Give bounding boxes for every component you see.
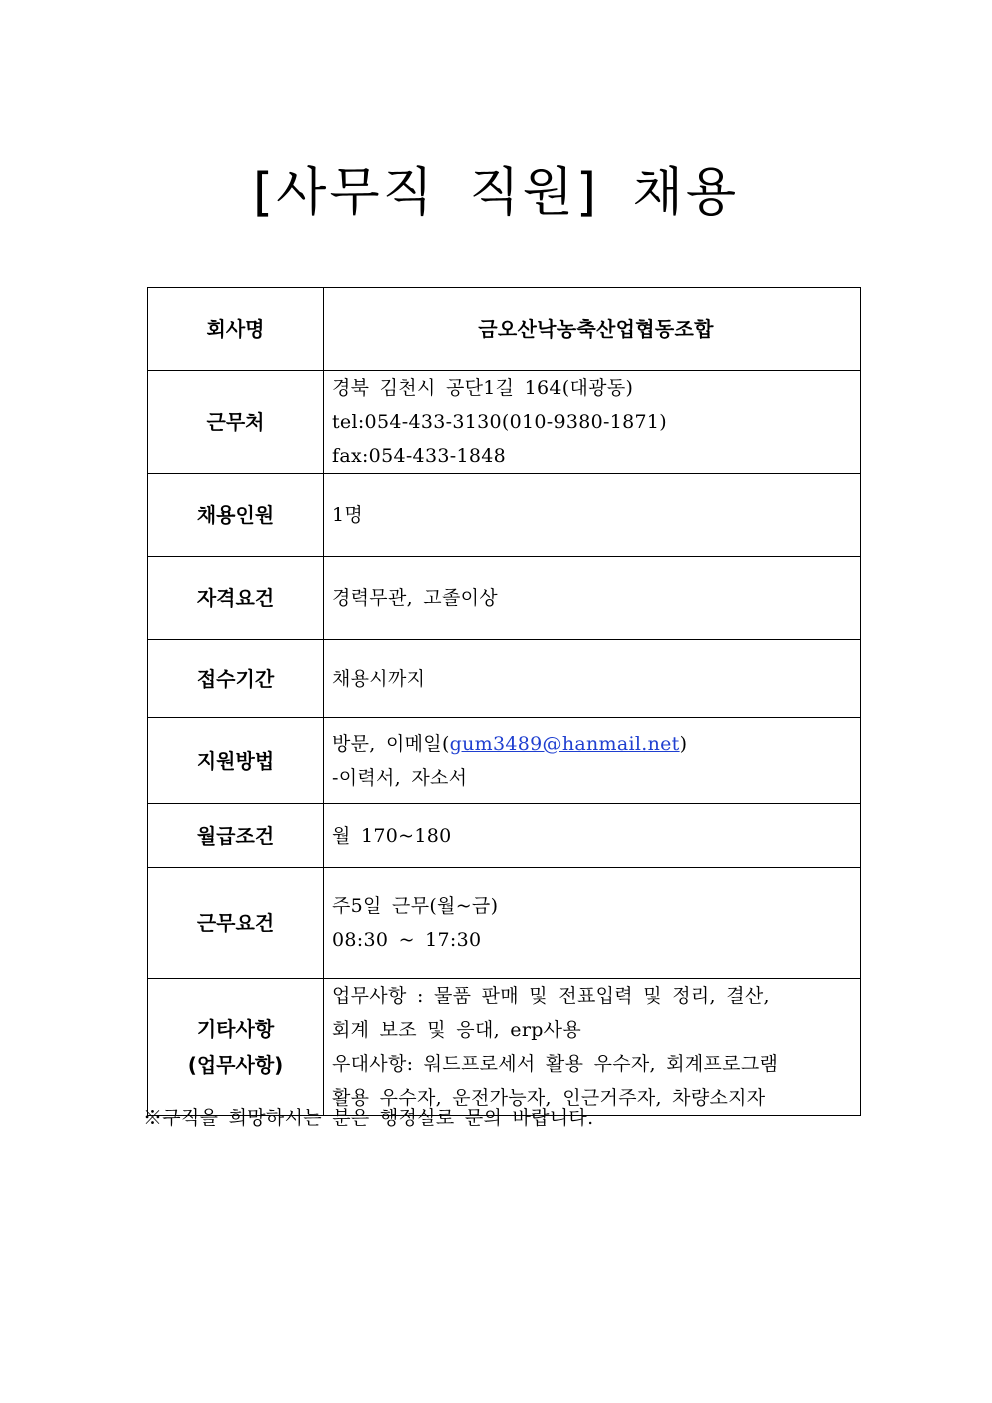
job-info-table [147,287,861,1116]
hours-days: 주5일 근무(월~금) [332,895,499,917]
table-row-headcount [148,474,861,557]
table-row-apply [148,718,861,804]
table-row-qualification [148,557,861,640]
apply-value [324,718,861,804]
table-row-hours [148,868,861,979]
etc-label-line2: (업무사항) [187,1053,284,1077]
apply-suffix: ) [679,732,688,755]
table-row-period [148,640,861,718]
company-value: 금오산낙농축산업협동조합 [324,288,861,371]
headcount-value: 1명 [324,474,861,557]
qualification-value: 경력무관, 고졸이상 [324,557,861,640]
hours-value [324,868,861,979]
qualification-label: 자격요건 [148,557,324,640]
hours-time: 08:30 ~ 17:30 [332,929,482,951]
etc-line-1: 업무사항 : 물품 판매 및 전표입력 및 정리, 결산, [332,985,770,1007]
etc-line-2: 회계 보조 및 응대, erp사용 [332,1019,581,1041]
etc-label-line1: 기타사항 [196,1017,275,1041]
period-value: 채용시까지 [324,640,861,718]
etc-line-3: 우대사항: 워드프로세서 활용 우수자, 회계프로그램 [332,1053,779,1075]
table-row-workplace [148,371,861,474]
table-row-etc [148,979,861,1116]
workplace-address: 경북 김천시 공단1길 164(대광동) [332,377,634,399]
apply-method-line [332,727,860,761]
salary-value: 월 170~180 [324,804,861,868]
table-row-company [148,288,861,371]
table-row-salary [148,804,861,868]
page-title: [사무직 직원] 채용 [252,163,740,223]
etc-label [148,979,324,1116]
company-label: 회사명 [148,288,324,371]
apply-documents: -이력서, 자소서 [332,766,468,789]
workplace-label: 근무처 [148,371,324,474]
workplace-tel: tel:054-433-3130(010-9380-1871) [332,411,668,433]
hours-label: 근무요건 [148,868,324,979]
workplace-fax: fax:054-433-1848 [332,445,506,467]
apply-label: 지원방법 [148,718,324,804]
headcount-label: 채용인원 [148,474,324,557]
etc-line-4: 활용 우수자, 운전가능자, 인근거주자, 차량소지자 [332,1087,766,1109]
salary-label: 월급조건 [148,804,324,868]
period-label: 접수기간 [148,640,324,718]
email-link[interactable]: gum3489@hanmail.net [449,732,680,755]
apply-prefix: 방문, 이메일( [332,732,450,755]
footer-note: ※구직을 희망하시는 분은 행정실로 문의 바랍니다. [143,1107,594,1129]
workplace-value [324,371,861,474]
etc-value [324,979,861,1116]
